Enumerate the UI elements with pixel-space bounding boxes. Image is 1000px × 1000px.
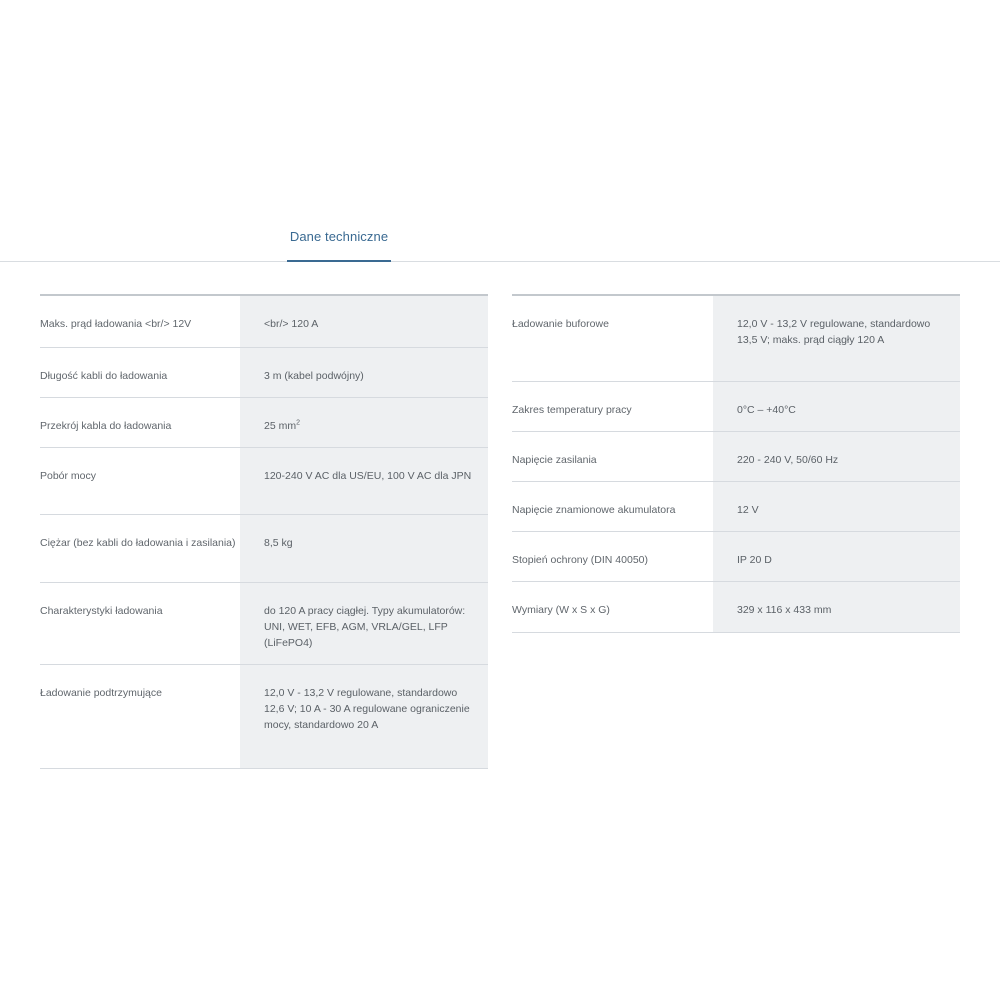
spec-label: Pobór mocy — [40, 470, 97, 482]
spec-value-superscript: 2 — [296, 419, 300, 427]
spec-value: 12,0 V - 13,2 V regulowane, standardowo 13,5 V; maks. prąd ciągły 120 A — [713, 296, 960, 381]
spec-value: IP 20 D — [713, 532, 960, 581]
spec-value: <br/> 120 A — [240, 296, 488, 347]
spec-value: 220 - 240 V, 50/60 Hz — [713, 432, 960, 481]
spec-value: do 120 A pracy ciągłej. Typy akumulatorów: UNI, WET, EFB, AGM, VRLA/GEL, LFP (LiFePO4) — [240, 583, 488, 664]
spec-row — [40, 583, 488, 665]
tab-bar — [0, 0, 1000, 262]
spec-label: Ładowanie podtrzymujące — [40, 687, 162, 699]
spec-row — [40, 665, 488, 769]
spec-table-right — [512, 294, 960, 633]
spec-label: Długość kabli do ładowania — [40, 370, 168, 382]
spec-label: Maks. prąd ładowania <br/> 12V — [40, 318, 192, 330]
spec-row — [40, 398, 488, 448]
spec-row — [512, 532, 960, 582]
spec-label: Napięcie znamionowe akumulatora — [512, 504, 676, 516]
spec-row — [40, 448, 488, 515]
spec-row — [40, 515, 488, 583]
spec-label: Ładowanie buforowe — [512, 318, 609, 330]
spec-value: 0°C – +40°C — [713, 382, 960, 431]
spec-row — [512, 382, 960, 432]
spec-value — [240, 398, 488, 447]
spec-value: 120-240 V AC dla US/EU, 100 V AC dla JPN — [240, 448, 488, 514]
tab-dane-techniczne[interactable]: Dane techniczne — [287, 229, 391, 262]
spec-value: 8,5 kg — [240, 515, 488, 582]
spec-value: 12,0 V - 13,2 V regulowane, standardowo 12,6 V; 10 A - 30 A regulowane ograniczenie mocy, standardowo 20 A — [240, 665, 488, 768]
spec-label: Wymiary (W x S x G) — [512, 604, 610, 616]
spec-label: Napięcie zasilania — [512, 454, 597, 466]
spec-row — [40, 348, 488, 398]
spec-label: Przekrój kabla do ładowania — [40, 420, 172, 432]
spec-label: Charakterystyki ładowania — [40, 605, 163, 617]
spec-label: Stopień ochrony (DIN 40050) — [512, 554, 648, 566]
spec-value: 3 m (kabel podwójny) — [240, 348, 488, 397]
spec-value-main: 25 mm — [264, 420, 297, 432]
spec-row — [512, 482, 960, 532]
spec-value: 329 x 116 x 433 mm — [713, 582, 960, 632]
spec-row — [512, 296, 960, 382]
spec-row — [512, 432, 960, 482]
spec-row — [512, 582, 960, 633]
spec-value: 12 V — [713, 482, 960, 531]
spec-label: Zakres temperatury pracy — [512, 404, 632, 416]
spec-table-left — [40, 294, 488, 769]
spec-row — [40, 296, 488, 348]
spec-label: Ciężar (bez kabli do ładowania i zasilania) — [40, 537, 236, 549]
